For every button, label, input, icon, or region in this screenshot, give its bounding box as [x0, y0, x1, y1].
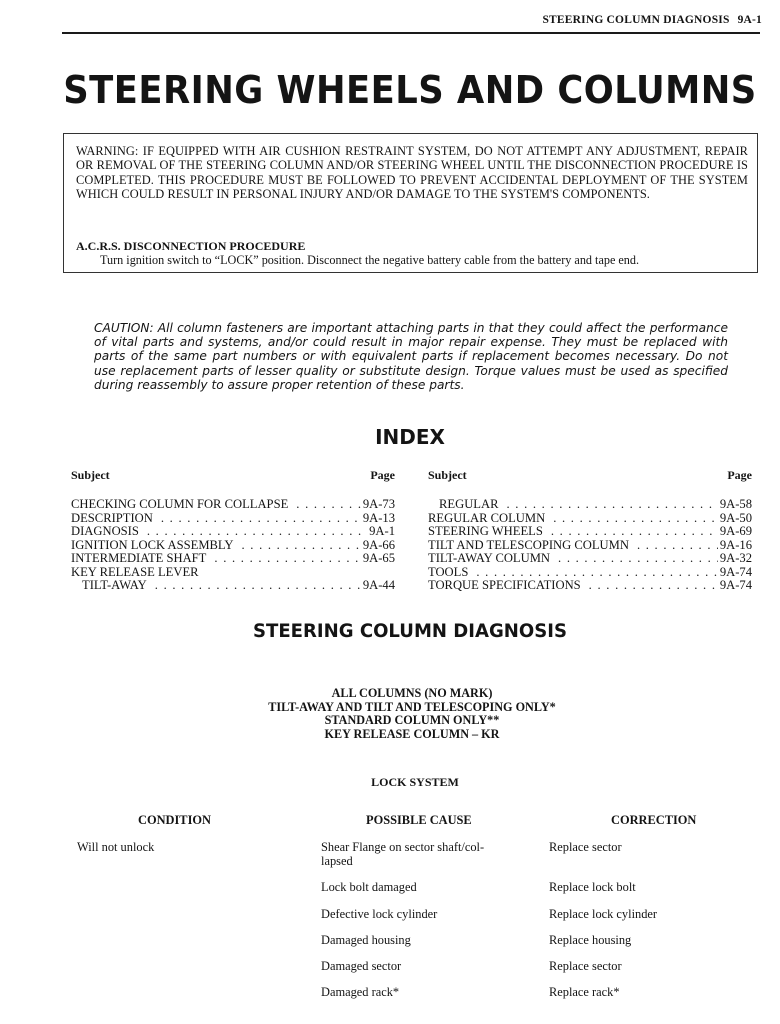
index-subject: REGULAR [439, 497, 499, 511]
index-entry [71, 512, 395, 526]
index-page: 9A-66 [362, 537, 395, 552]
warning-text: WARNING: IF EQUIPPED WITH AIR CUSHION RESTRAINT SYSTEM, DO NOT ATTEMPT ANY ADJUSTMENT, REPAIR OR REMOVAL OF THE STEERING COLUMN AND/OR STEERING WHEEL UNTIL THE DISCONNECTION PROCEDURE IS COMPLETED. THIS PROCEDURE MUST BE FOLLOWED TO PREVENT ACCIDENTAL DEPLOYMENT OF THE SYSTEM WHICH COULD RESULT IN PERSONAL INJURY AND/OR DAMAGE TO THE SYSTEM'S COMPONENTS. [76, 144, 748, 201]
index-page: 9A-74 [719, 564, 752, 579]
section-name: STEERING COLUMN DIAGNOSIS [542, 14, 730, 26]
index-subject: TILT AND TELESCOPING COLUMN [428, 537, 629, 552]
subject-header: Subject [71, 468, 110, 482]
index-page: 9A-73 [362, 497, 395, 511]
index-page: 9A-16 [719, 537, 752, 552]
legend-line: TILT-AWAY AND TILT AND TELESCOPING ONLY* [268, 699, 556, 714]
dot-leader [558, 552, 718, 566]
index-subject: REGULAR COLUMN [428, 510, 546, 525]
index-subject: DESCRIPTION [71, 510, 153, 525]
index-subject: TORQUE SPECIFICATIONS [428, 578, 581, 592]
index-page: 9A-44 [362, 578, 395, 592]
column-header-correction: CORRECTION [611, 813, 697, 827]
index-page: 9A-32 [719, 551, 752, 565]
index-entry [71, 566, 395, 580]
dot-leader [241, 539, 360, 553]
dot-leader [637, 539, 718, 553]
cause-cell: Damaged sector [321, 959, 402, 973]
index-subject: STEERING WHEELS [428, 524, 543, 538]
index-page: 9A-74 [719, 578, 752, 592]
column-legend [0, 687, 780, 741]
index-page: 9A-58 [719, 497, 752, 511]
dot-leader [155, 579, 361, 593]
index-subject: TOOLS [428, 564, 469, 579]
index-page: 9A-65 [362, 551, 395, 565]
index-entry [428, 498, 752, 512]
index-column-right [428, 468, 752, 593]
header-rule [62, 32, 760, 34]
acrs-procedure-title: A.C.R.S. DISCONNECTION PROCEDURE [76, 239, 306, 253]
correction-cell: Replace housing [549, 933, 632, 947]
correction-cell: Replace sector [549, 840, 622, 854]
page-header: Page [727, 468, 752, 482]
acrs-procedure-text: Turn ignition switch to “LOCK” position. Disconnect the negative battery cable from the battery and tape end. [100, 253, 640, 267]
index-subject: INTERMEDIATE SHAFT [71, 551, 207, 565]
cause-cell: Lock bolt damaged [321, 880, 417, 894]
dot-leader [161, 512, 361, 526]
index-subject: KEY RELEASE LEVER [71, 564, 199, 579]
subject-header: Subject [428, 468, 467, 482]
index-entry [428, 579, 752, 593]
index-entry [71, 498, 395, 512]
index-subject: DIAGNOSIS [71, 524, 139, 538]
dot-leader [506, 498, 717, 512]
dot-leader [589, 579, 718, 593]
index-entry [428, 552, 752, 566]
column-header-condition: CONDITION [138, 813, 211, 827]
correction-cell: Replace sector [549, 959, 622, 973]
correction-cell: Replace lock cylinder [549, 907, 658, 921]
index-title: INDEX [375, 425, 445, 449]
dot-leader [214, 552, 360, 566]
index-entry [428, 525, 752, 539]
condition-cell: Will not unlock [77, 840, 155, 854]
cause-cell: Damaged housing [321, 933, 411, 947]
index-page: 9A-1 [369, 524, 395, 538]
index-entry [428, 539, 752, 553]
index-page: 9A-50 [719, 510, 752, 525]
index-entry [71, 579, 395, 593]
correction-cell: Replace rack* [549, 985, 620, 999]
index-entry [71, 539, 395, 553]
index-column-left [71, 468, 395, 593]
dot-leader [296, 498, 361, 512]
dot-leader [551, 525, 718, 539]
page-title: STEERING WHEELS AND COLUMNS [63, 68, 757, 112]
running-header [0, 14, 762, 26]
page-header: Page [370, 468, 395, 482]
diagnosis-title: STEERING COLUMN DIAGNOSIS [253, 620, 567, 642]
dot-leader [553, 512, 718, 526]
index-subject: TILT-AWAY [82, 578, 147, 592]
index-page: 9A-69 [719, 524, 752, 538]
index-header [428, 468, 752, 498]
index-subject: TILT-AWAY COLUMN [428, 551, 551, 565]
cause-cell: Defective lock cylinder [321, 907, 438, 921]
correction-cell: Replace lock bolt [549, 880, 636, 894]
lock-system-title: LOCK SYSTEM [371, 775, 459, 789]
cause-cell: Shear Flange on sector shaft/col-lapsed [321, 840, 485, 868]
index-subject: IGNITION LOCK ASSEMBLY [71, 537, 234, 552]
cause-cell: Damaged rack* [321, 985, 400, 999]
dot-leader [147, 525, 367, 539]
page-number: 9A-1 [737, 14, 762, 26]
index-entry [428, 566, 752, 580]
legend-line: KEY RELEASE COLUMN – KR [324, 726, 500, 741]
index-entry [71, 525, 395, 539]
index-entry [428, 512, 752, 526]
legend-line: STANDARD COLUMN ONLY** [324, 713, 500, 727]
index-entry [71, 552, 395, 566]
dot-leader [476, 566, 717, 580]
caution-text: CAUTION: All column fasteners are important attaching parts in that they could affect the performance of vital parts and systems, and/or could result in major repair expense. They must be replaced with parts of the same part numbers or with equivalent parts if replacement becomes necessary. Do not use replacement parts of lesser quality or substitute design. Torque values must be used as specified during reassembly to assure proper retention of these parts. [94, 321, 728, 392]
legend-line: ALL COLUMNS (NO MARK) [331, 686, 493, 700]
column-header-cause: POSSIBLE CAUSE [366, 813, 472, 827]
index-page: 9A-13 [362, 510, 395, 525]
index-subject: CHECKING COLUMN FOR COLLAPSE [71, 497, 289, 511]
index-header [71, 468, 395, 498]
